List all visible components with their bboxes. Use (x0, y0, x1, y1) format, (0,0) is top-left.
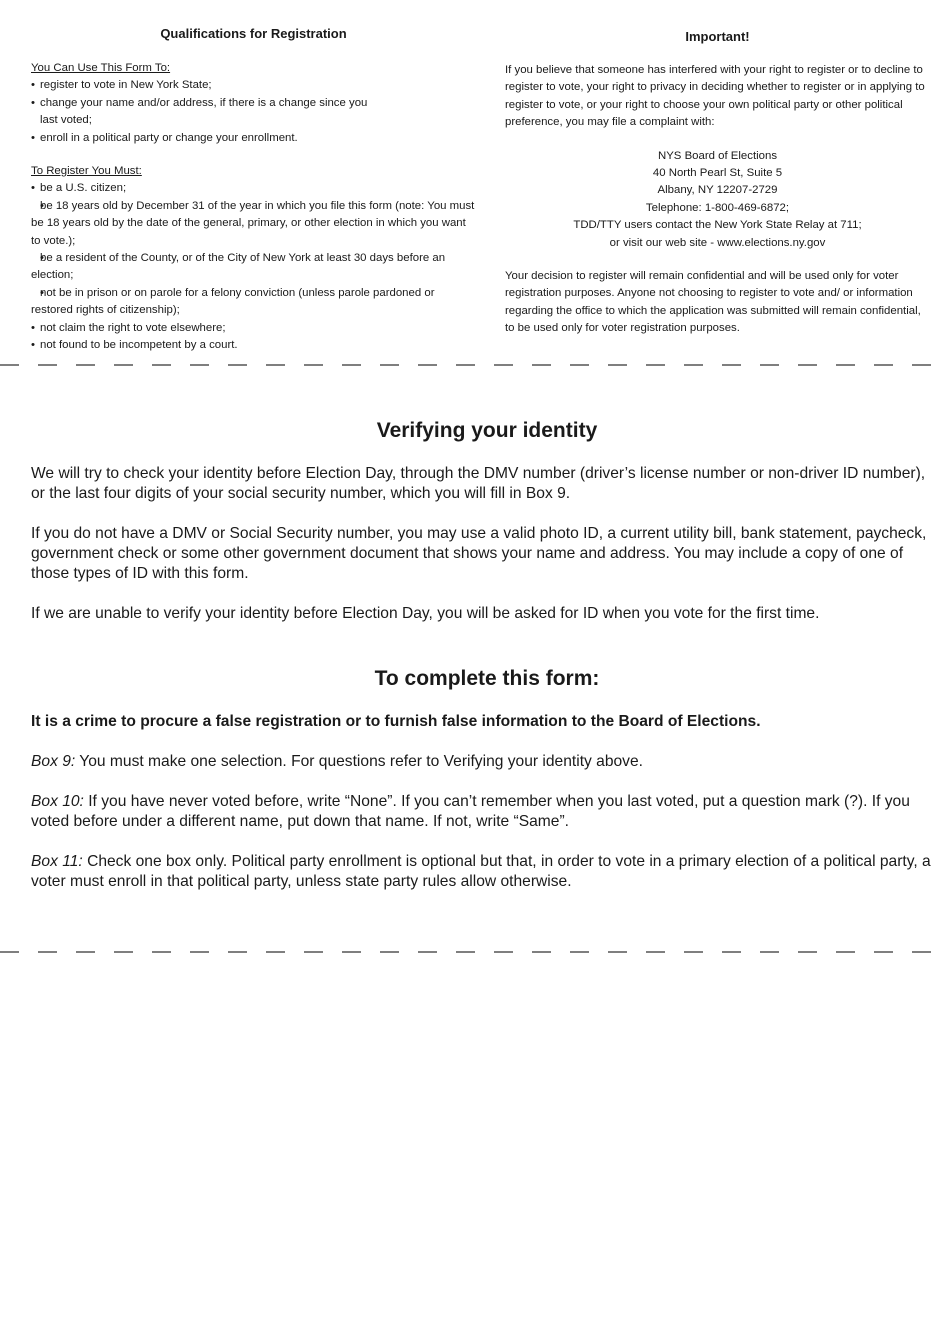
important-title: Important! (685, 29, 750, 44)
important-column (505, 0, 930, 338)
list-item-text: change your name and/or address, if there is a change since you (40, 96, 368, 109)
list-item: • be a U.S. citizen; (31, 180, 476, 197)
box9-label: Box 9: (31, 753, 76, 770)
list-item: • not found to be incompetent by a court. (31, 337, 476, 354)
list-item: • register to vote in New York State; (31, 77, 476, 94)
verify-paragraph-3: If we are unable to verify your identity before Election Day, you will be asked for ID when you vote for the first time. (31, 605, 820, 622)
address-line: 40 North Pearl St, Suite 5 (652, 167, 783, 180)
cut-line-divider (0, 363, 950, 367)
must-list (31, 180, 476, 354)
list-item: • not claim the right to vote elsewhere; (31, 320, 476, 337)
important-paragraph: If you believe that someone has interfered with your right to register or to decline to register to vote, your right to privacy in deciding whether to register or in applying to register to vote, or your right to choose your own political party or other political preference, you may file a complaint with: (505, 64, 925, 129)
relay-line: TDD/TTY users contact the New York State Relay at 711; (573, 219, 862, 232)
box9-text: You must make one selection. For questions refer to Verifying your identity above. (75, 753, 643, 770)
can-use-heading: You Can Use This Form To: (31, 62, 171, 74)
must-block (31, 163, 476, 354)
box11-text: Check one box only. Political party enrollment is optional but that, in order to vote in a primary election of a political party, a voter must enroll in that political party, unless state party rules allow otherwise. (31, 853, 931, 890)
verify-title: Verifying your identity (376, 419, 598, 442)
list-item: • not be in prison or on parole for a felony conviction (unless parole pardoned or restored rights of citizenship); (31, 285, 476, 320)
board-address (505, 148, 930, 252)
box11-label: Box 11: (31, 853, 83, 870)
qualifications-column (31, 0, 476, 355)
box10-label: Box 10: (31, 793, 84, 810)
list-item (31, 95, 476, 130)
crime-warning: It is a crime to procure a false registration or to furnish false information to the Board of Elections. (31, 713, 761, 730)
complete-title: To complete this form: (374, 667, 600, 690)
confidentiality-paragraph: Your decision to register will remain confidential and will be used only for voter registration purposes. Anyone not choosing to register to vote and/ or information regarding the office to which the application was submitted will remain confidential, to be used only for voter registration purposes. (505, 270, 921, 335)
qualifications-title: Qualifications for Registration (160, 26, 347, 41)
address-line: Albany, NY 12207-2729 (657, 184, 778, 197)
can-use-block (31, 60, 476, 147)
address-line: NYS Board of Elections (657, 149, 778, 162)
box11-instruction (31, 852, 943, 892)
box10-instruction (31, 792, 943, 832)
verify-paragraph-2: If you do not have a DMV or Social Security number, you may use a valid photo ID, a current utility bill, bank statement, paycheck, government check or some other government document that shows your name and address. You may include a copy of one of those types of ID with this form. (31, 525, 927, 582)
box10-text: If you have never voted before, write “None”. If you can’t remember when you last voted, put a question mark (?). If you voted before under a different name, put down that name. If not, write “Same”. (31, 793, 910, 830)
list-item: • be a resident of the County, or of the City of New York at least 30 days before an election; (31, 250, 476, 285)
list-item-continuation: last voted; (40, 114, 92, 127)
can-use-list (31, 77, 476, 147)
website-line: or visit our web site - www.elections.ny.gov (609, 236, 826, 249)
list-item: • enroll in a political party or change your enrollment. (31, 130, 476, 147)
must-heading: To Register You Must: (31, 165, 142, 178)
verify-paragraph-1: We will try to check your identity before Election Day, through the DMV number (driver’s license number or non-driver ID number), or the last four digits of your social security number, which you will fill in Box 9. (31, 465, 926, 502)
list-item: • be 18 years old by December 31 of the year in which you file this form (note: You must be 18 years old by the date of the general, primary, or other election in which you want to vote.); (31, 198, 476, 250)
cut-line-divider (0, 950, 950, 954)
telephone-line: Telephone: 1-800-469-6872; (645, 201, 790, 214)
box9-instruction (31, 752, 943, 772)
